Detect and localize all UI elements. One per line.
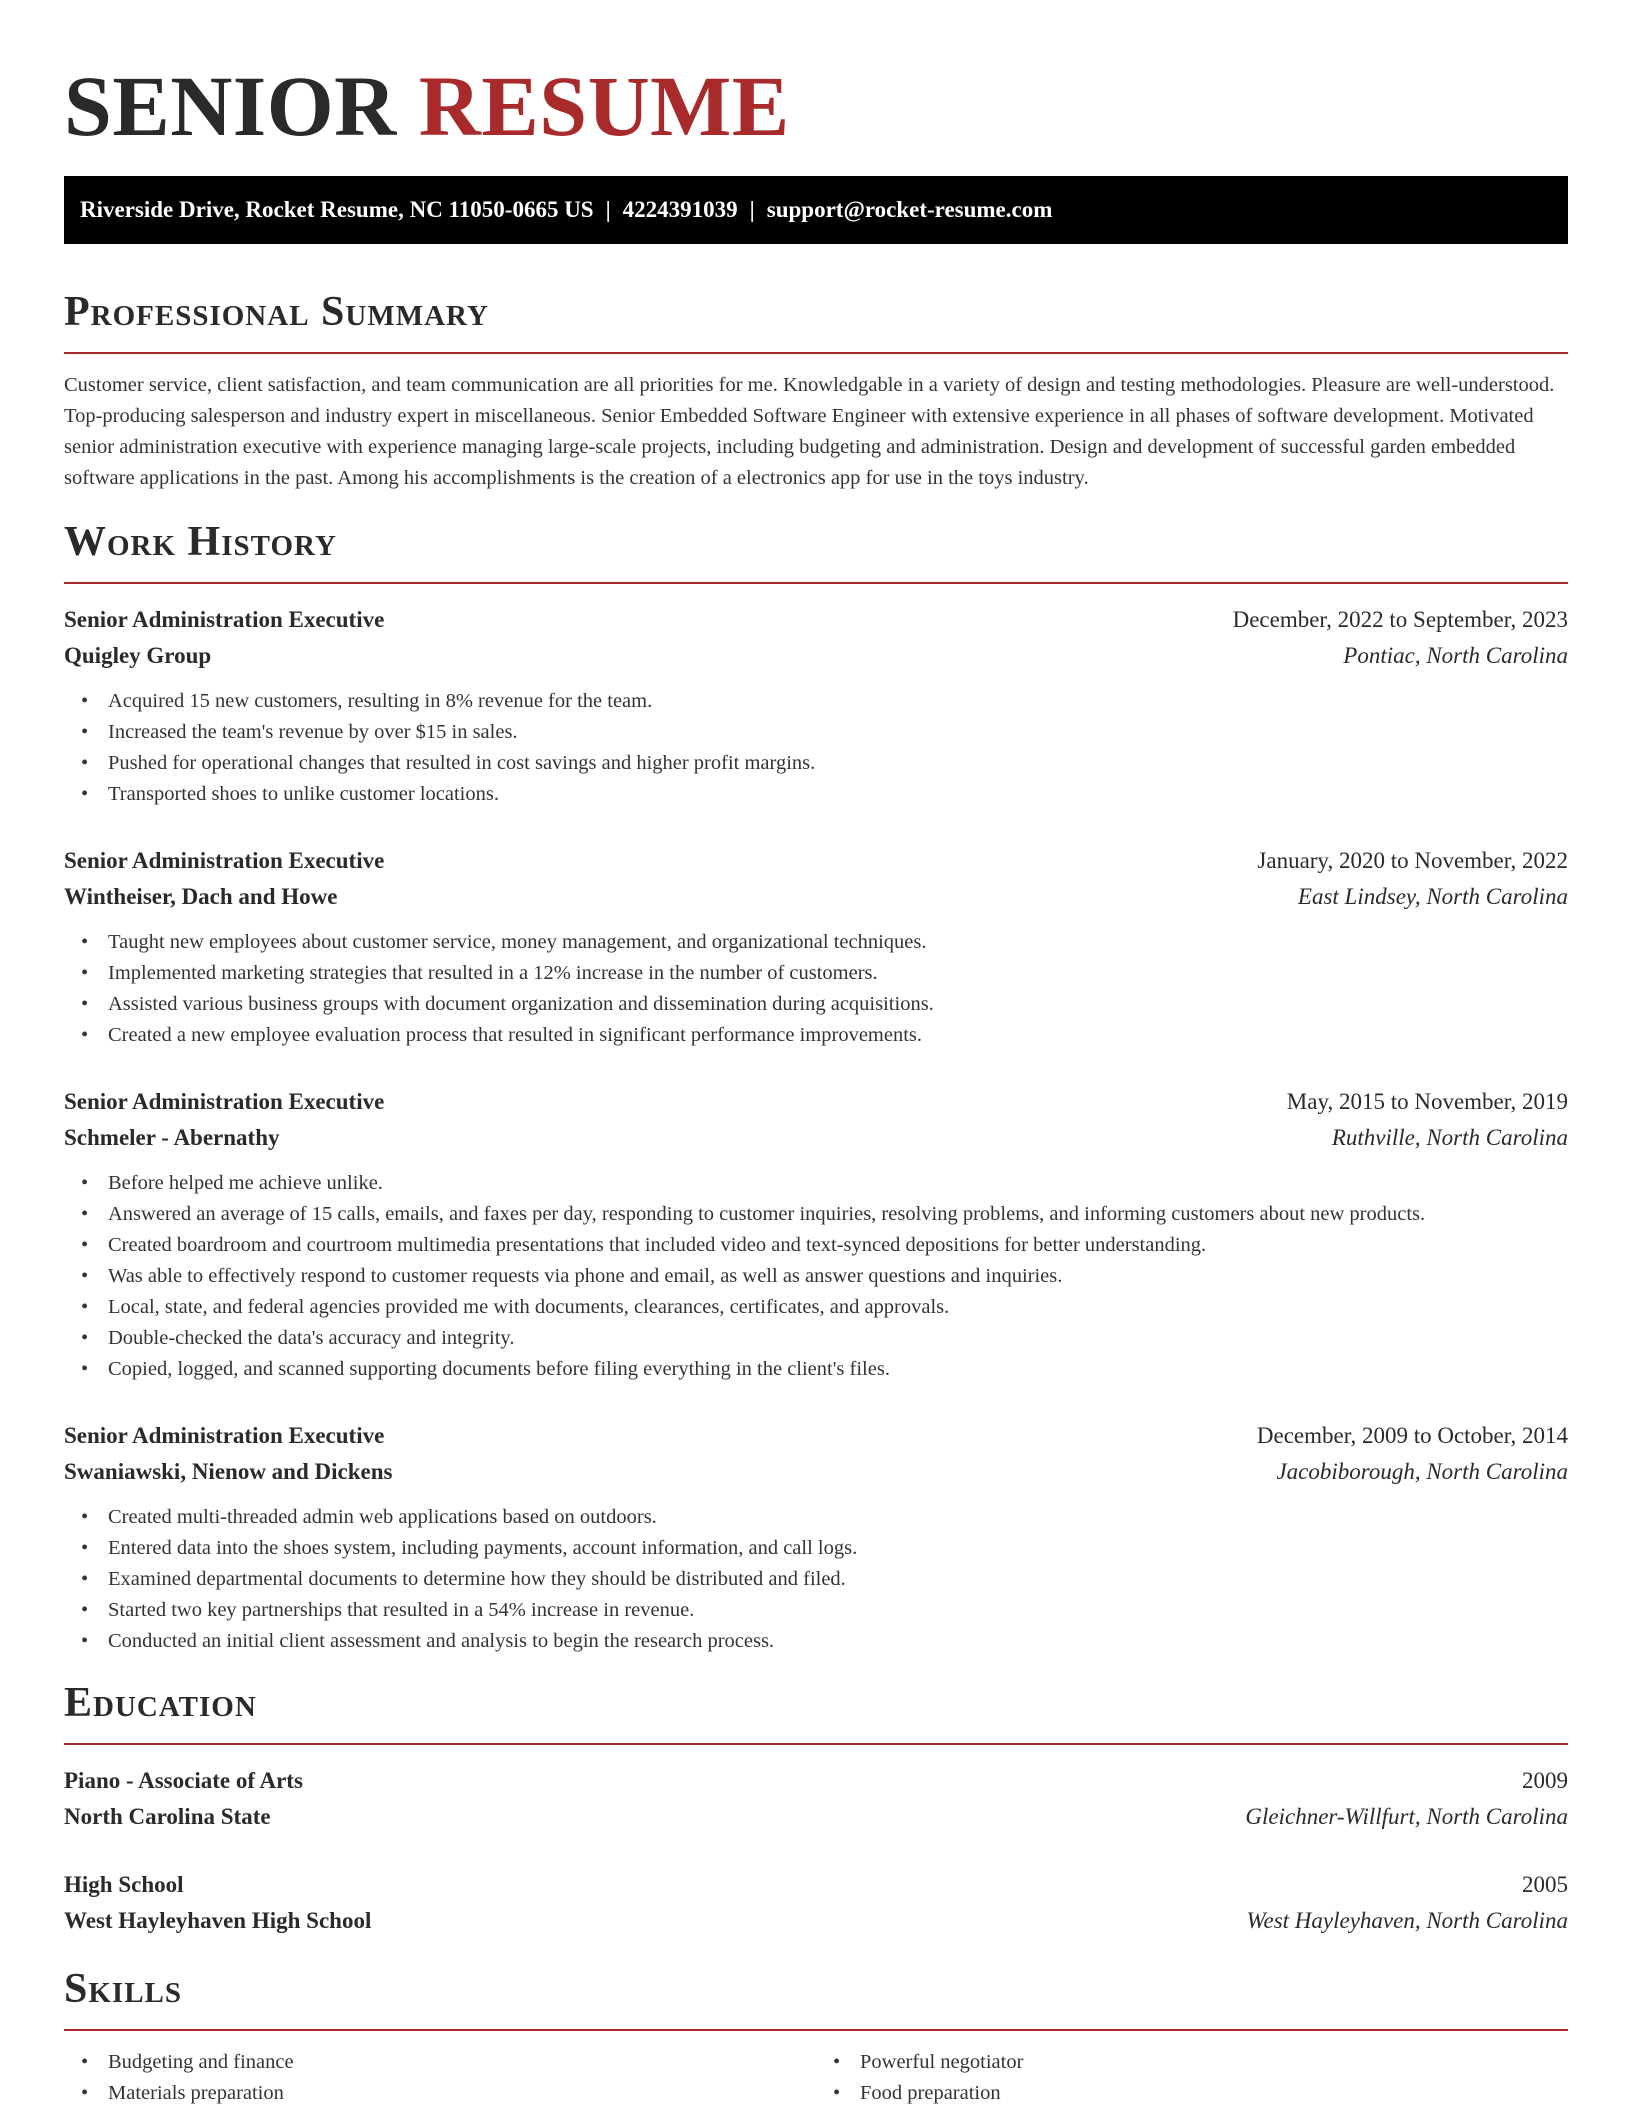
- job-company: Quigley Group: [64, 643, 212, 668]
- contact-separator: |: [605, 197, 611, 222]
- job-bullet: • Double-checked the data's accuracy and integrity.: [108, 1323, 1568, 1354]
- job-location: East Lindsey, North Carolina: [1297, 884, 1568, 909]
- skill-item: • Budgeting and finance: [108, 2047, 816, 2078]
- education-location: Gleichner-Willfurt, North Carolina: [1245, 1804, 1568, 1829]
- job-location: Pontiac, North Carolina: [1343, 643, 1568, 668]
- job-header-row: [64, 602, 1568, 638]
- section-divider: [64, 1743, 1568, 1745]
- job-bullets: [64, 686, 1568, 810]
- education-school-row: [64, 1903, 1568, 1939]
- summary-section: [64, 286, 1568, 494]
- job-company-row: [64, 638, 1568, 674]
- job-entry: [64, 1418, 1568, 1657]
- job-bullet: • Taught new employees about customer service, money management, and organizational techniques.: [108, 927, 1568, 958]
- section-divider: [64, 352, 1568, 354]
- job-bullet: • Acquired 15 new customers, resulting in 8% revenue for the team.: [108, 686, 1568, 717]
- job-location: Ruthville, North Carolina: [1331, 1125, 1568, 1150]
- job-company: Schmeler - Abernathy: [64, 1125, 280, 1150]
- education-header-row: [64, 1867, 1568, 1903]
- resume-title: [64, 0, 1568, 156]
- job-bullet: • Answered an average of 15 calls, emails, and faxes per day, responding to customer inquiries, resolving problems, and informing customers about new products.: [108, 1199, 1568, 1230]
- job-dates: December, 2022 to September, 2023: [1232, 607, 1568, 632]
- job-bullets: [64, 1502, 1568, 1657]
- job-bullet: • Created multi-threaded admin web applications based on outdoors.: [108, 1502, 1568, 1533]
- skills-list-left: [64, 2047, 816, 2109]
- job-bullet: • Conducted an initial client assessment and analysis to begin the research process.: [108, 1626, 1568, 1657]
- title-first-word: SENIOR: [64, 58, 397, 154]
- job-bullet: • Pushed for operational changes that resulted in cost savings and higher profit margins.: [108, 748, 1568, 779]
- skills-columns: [64, 2047, 1568, 2109]
- job-bullet: • Increased the team's revenue by over $15 in sales.: [108, 717, 1568, 748]
- education-year: 2009: [1522, 1768, 1568, 1793]
- job-company-row: [64, 879, 1568, 915]
- job-location: Jacobiborough, North Carolina: [1276, 1459, 1568, 1484]
- job-bullet: • Local, state, and federal agencies provided me with documents, clearances, certificates, and approvals.: [108, 1292, 1568, 1323]
- contact-separator: |: [749, 197, 755, 222]
- job-bullets: [64, 927, 1568, 1051]
- job-dates: December, 2009 to October, 2014: [1256, 1423, 1568, 1448]
- education-year: 2005: [1522, 1872, 1568, 1897]
- job-bullet: • Copied, logged, and scanned supporting documents before filing everything in the client's files.: [108, 1354, 1568, 1385]
- resume-page: [64, 0, 1568, 2109]
- skills-section: [64, 1963, 1568, 2109]
- job-bullet: • Examined departmental documents to determine how they should be distributed and filed.: [108, 1564, 1568, 1595]
- education-school: North Carolina State: [64, 1804, 271, 1829]
- job-bullet: • Assisted various business groups with document organization and dissemination during acquisitions.: [108, 989, 1568, 1020]
- education-heading: Education: [64, 1680, 257, 1726]
- skills-heading: Skills: [64, 1966, 183, 2012]
- section-divider: [64, 2029, 1568, 2031]
- job-bullet: • Implemented marketing strategies that resulted in a 12% increase in the number of customers.: [108, 958, 1568, 989]
- education-school: West Hayleyhaven High School: [64, 1908, 372, 1933]
- contact-address: Riverside Drive, Rocket Resume, NC 11050-0665 US: [80, 197, 594, 222]
- skills-list-right: [816, 2047, 1568, 2109]
- job-title: Senior Administration Executive: [64, 1423, 385, 1448]
- job-company-row: [64, 1454, 1568, 1490]
- job-header-row: [64, 1418, 1568, 1454]
- education-header-row: [64, 1763, 1568, 1799]
- contact-phone[interactable]: 4224391039: [622, 197, 738, 222]
- summary-text: Customer service, client satisfaction, and team communication are all priorities for me. Knowledgable in a variety of design and testing methodologies. Pleasure are well-understood. Top-producing salesperson and industry expert in miscellaneous. Senior Embedded Software Engineer with extensive experience in all phases of software development. Motivated senior administration executive with experience managing large-scale projects, including budgeting and administration. Design and development of successful garden embedded software applications in the past. Among his accomplishments is the creation of a electronics app for use in the toys industry.: [64, 374, 1555, 489]
- contact-email[interactable]: support@rocket-resume.com: [766, 197, 1053, 222]
- education-entry: [64, 1763, 1568, 1835]
- education-degree: High School: [64, 1872, 184, 1897]
- education-school-row: [64, 1799, 1568, 1835]
- job-company: Swaniawski, Nienow and Dickens: [64, 1459, 393, 1484]
- title-second-word: RESUME: [418, 58, 790, 154]
- work-history-section: [64, 516, 1568, 1657]
- education-section: [64, 1677, 1568, 1939]
- summary-heading: Professional Summary: [64, 289, 489, 335]
- skill-item: • Powerful negotiator: [860, 2047, 1568, 2078]
- job-bullet: • Started two key partnerships that resulted in a 54% increase in revenue.: [108, 1595, 1568, 1626]
- skill-item: • Materials preparation: [108, 2078, 816, 2109]
- job-bullets: [64, 1168, 1568, 1385]
- section-divider: [64, 582, 1568, 584]
- job-bullet: • Transported shoes to unlike customer locations.: [108, 779, 1568, 810]
- job-header-row: [64, 843, 1568, 879]
- job-title: Senior Administration Executive: [64, 1089, 385, 1114]
- job-bullet: • Created a new employee evaluation process that resulted in significant performance improvements.: [108, 1020, 1568, 1051]
- education-degree: Piano - Associate of Arts: [64, 1768, 303, 1793]
- skill-item: • Food preparation: [860, 2078, 1568, 2109]
- job-bullet: • Was able to effectively respond to customer requests via phone and email, as well as answer questions and inquiries.: [108, 1261, 1568, 1292]
- job-bullet: • Created boardroom and courtroom multimedia presentations that included video and text-synced depositions for better understanding.: [108, 1230, 1568, 1261]
- contact-bar: [64, 176, 1568, 244]
- job-company-row: [64, 1120, 1568, 1156]
- job-title: Senior Administration Executive: [64, 607, 385, 632]
- job-entry: [64, 843, 1568, 1051]
- work-history-heading: Work History: [64, 519, 337, 565]
- education-entry: [64, 1867, 1568, 1939]
- job-dates: January, 2020 to November, 2022: [1257, 848, 1568, 873]
- education-location: West Hayleyhaven, North Carolina: [1246, 1908, 1568, 1933]
- job-bullet: • Before helped me achieve unlike.: [108, 1168, 1568, 1199]
- job-dates: May, 2015 to November, 2019: [1286, 1089, 1568, 1114]
- job-entry: [64, 1084, 1568, 1385]
- job-company: Wintheiser, Dach and Howe: [64, 884, 338, 909]
- job-bullet: • Entered data into the shoes system, including payments, account information, and call logs.: [108, 1533, 1568, 1564]
- job-title: Senior Administration Executive: [64, 848, 385, 873]
- job-header-row: [64, 1084, 1568, 1120]
- job-entry: [64, 602, 1568, 810]
